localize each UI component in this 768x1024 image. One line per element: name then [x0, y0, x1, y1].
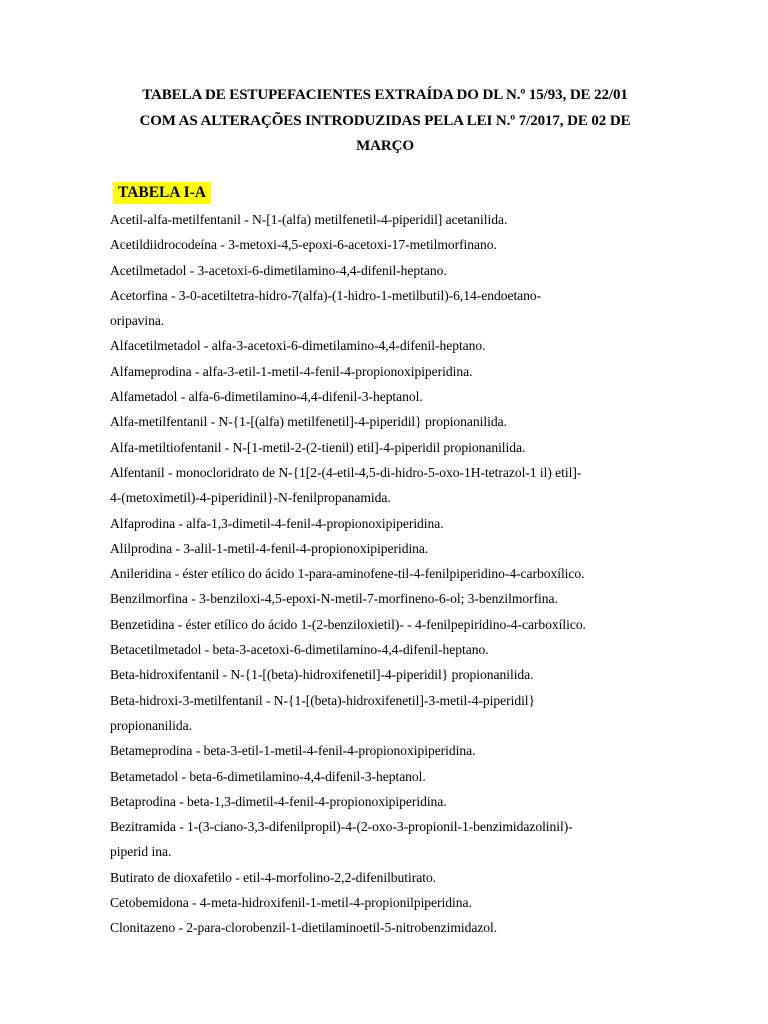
entry-line: Alfametadol - alfa-6-dimetilamino-4,4-difenil-3-heptanol.	[110, 389, 423, 405]
document-title	[110, 83, 660, 160]
list-item	[110, 586, 670, 611]
entry-line: Alfameprodina - alfa-3-etil-1-metil-4-fenil-4-propionoxipiperidina.	[110, 363, 473, 379]
list-item	[110, 435, 670, 460]
entry-line: Clonitazeno - 2-para-clorobenzil-1-dietilaminoetil-5-nitrobenzimidazol.	[110, 920, 498, 936]
entry-line: Betacetilmetadol - beta-3-acetoxi-6-dimetilamino-4,4-difenil-heptano.	[110, 642, 489, 658]
entry-line: Betameprodina - beta-3-etil-1-metil-4-fenil-4-propionoxipiperidina.	[110, 743, 476, 759]
entry-line: Alfacetilmetadol - alfa-3-acetoxi-6-dimetilamino-4,4-difenil-heptano.	[110, 338, 486, 354]
entry-line: Acetil-alfa-metilfentanil - N-[1-(alfa) metilfenetil-4-piperidil] acetanilida.	[110, 212, 508, 227]
list-item	[110, 232, 670, 257]
entry-line: Butirato de dioxafetilo - etil-4-morfolino-2,2-difenilbutirato.	[110, 869, 437, 885]
list-item	[110, 612, 670, 637]
entry-line: Acetildiidrocodeína - 3-metoxi-4,5-epoxi-6-acetoxi-17-metilmorfinano.	[110, 237, 497, 253]
entry-line: Alfa-metiltiofentanil - N-[1-metil-2-(2-tienil) etil]-4-piperidil propionanilida.	[110, 439, 526, 455]
entry-line: Alfa-metilfentanil - N-{1-[(alfa) metilfenetil]-4-piperidil} propionanilida.	[110, 414, 507, 430]
entry-line: Beta-hidroxifentanil - N-{1-[(beta)-hidroxifenetil]-4-piperidil} propionanilida.	[110, 667, 534, 683]
title-line: MARÇO	[356, 138, 414, 154]
entry-line: Benzilmorfina - 3-benziloxi-4,5-epoxi-N-metil-7-morfineno-6-ol; 3-benzilmorfina.	[110, 591, 558, 607]
list-item	[110, 789, 670, 814]
list-item	[110, 384, 670, 409]
entry-line: Cetobemidona - 4-meta-hidroxifenil-1-metil-4-propionilpiperidina.	[110, 895, 472, 911]
entry-line: piperid ina.	[110, 844, 172, 860]
list-item	[110, 764, 670, 789]
entry-line: Alilprodina - 3-alil-1-metil-4-fenil-4-propionoxipiperidina.	[110, 540, 429, 556]
list-item	[110, 814, 670, 865]
list-item	[110, 561, 670, 586]
list-item	[110, 915, 670, 940]
entry-line: Alfentanil - monocloridrato de N-{1[2-(4-etil-4,5-di-hidro-5-oxo-1H-tetrazol-1 il) etil]-	[110, 464, 582, 480]
entry-line: Acetorfina - 3-0-acetiltetra-hidro-7(alfa)-(1-hidro-1-metilbutil)-6,14-endoetano-	[110, 287, 542, 303]
entry-line: Acetilmetadol - 3-acetoxi-6-dimetilamino-4,4-difenil-heptano.	[110, 262, 447, 278]
entry-line: Betaprodina - beta-1,3-dimetil-4-fenil-4-propionoxipiperidina.	[110, 793, 447, 809]
list-item	[110, 890, 670, 915]
entry-line: 4-(metoximetil)-4-piperidinil}-N-fenilpropanamida.	[110, 490, 391, 506]
list-item	[110, 688, 670, 739]
list-item	[110, 536, 670, 561]
entry-line: Betametadol - beta-6-dimetilamino-4,4-difenil-3-heptanol.	[110, 768, 426, 784]
list-item	[110, 283, 670, 334]
entry-line: Bezitramida - 1-(3-ciano-3,3-difenilpropil)-4-(2-oxo-3-propionil-1-benzimidazolinil)-	[110, 819, 573, 835]
section-heading: TABELA I-A	[113, 182, 211, 204]
entry-line: Benzetidina - éster etílico do ácido 1-(2-benziloxietil)- - 4-fenilpepiridino-4-carboxílico.	[110, 616, 586, 632]
list-item	[110, 865, 670, 890]
list-item	[110, 738, 670, 763]
title-line: TABELA DE ESTUPEFACIENTES EXTRAÍDA DO DL N.º 15/93, DE 22/01	[142, 87, 628, 103]
list-item	[110, 333, 670, 358]
list-item	[110, 359, 670, 384]
list-item	[110, 662, 670, 687]
entry-line: Anileridina - éster etílico do ácido 1-para-aminofene-til-4-fenilpiperidino-4-carboxílico.	[110, 566, 585, 582]
list-item	[110, 207, 670, 232]
title-line: COM AS ALTERAÇÕES INTRODUZIDAS PELA LEI N.º 7/2017, DE 02 DE	[139, 112, 631, 129]
entry-line: propionanilida.	[110, 717, 192, 733]
list-item	[110, 258, 670, 283]
entry-line: oripavina.	[110, 313, 165, 329]
entry-line: Beta-hidroxi-3-metilfentanil - N-{1-[(beta)-hidroxifenetil]-3-metil-4-piperidil}	[110, 692, 536, 708]
list-item	[110, 409, 670, 434]
entry-line: Alfaprodina - alfa-1,3-dimetil-4-fenil-4-propionoxipiperidina.	[110, 515, 444, 531]
list-item	[110, 460, 670, 511]
substance-list	[110, 207, 670, 941]
list-item	[110, 637, 670, 662]
list-item	[110, 511, 670, 536]
